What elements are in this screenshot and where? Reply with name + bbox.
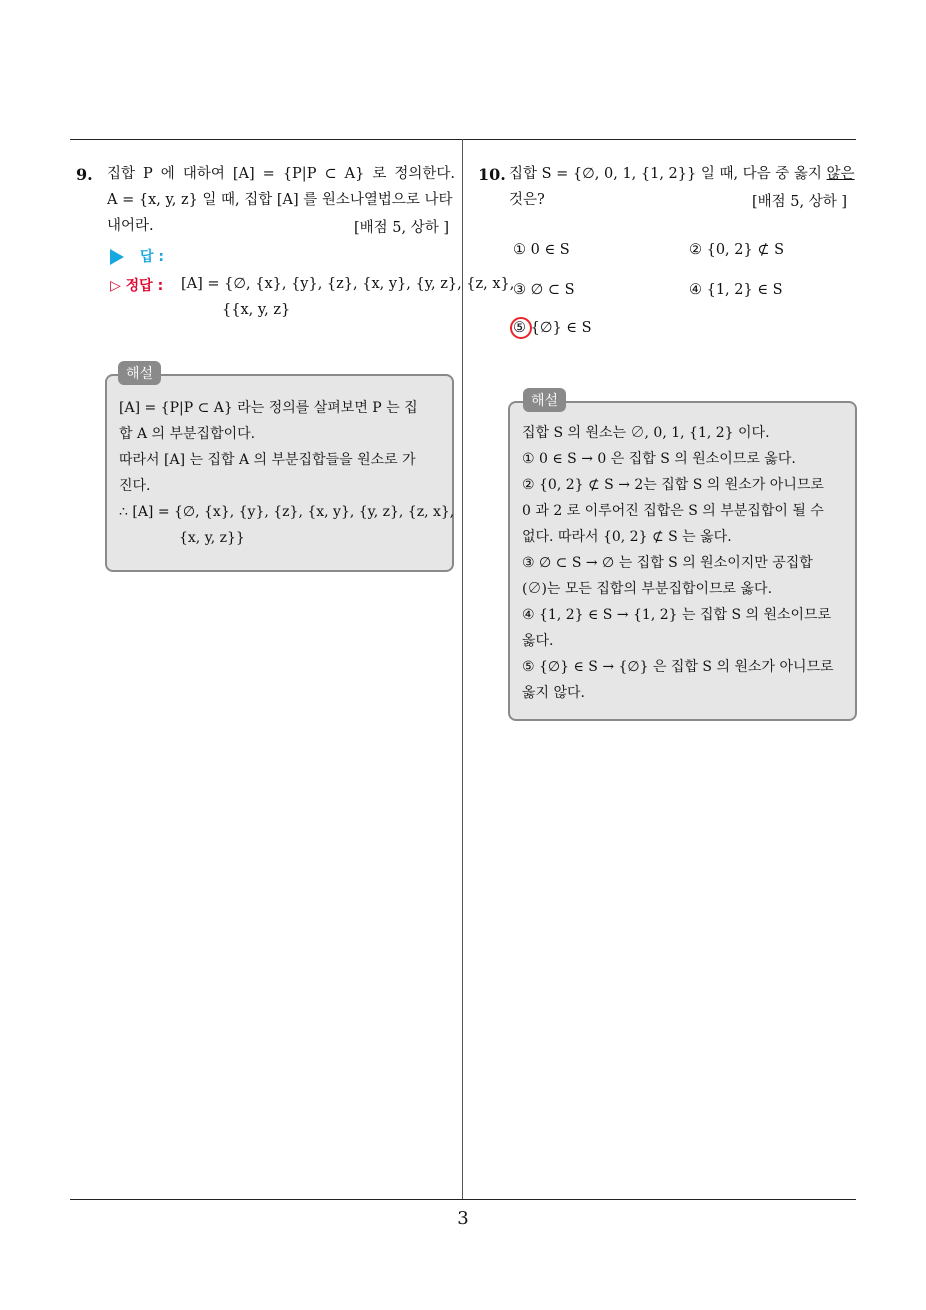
explanation-tag: 해설 bbox=[118, 361, 161, 385]
choice-5[interactable]: ⑤ {∅} ∈ S bbox=[513, 320, 592, 336]
top-rule bbox=[70, 139, 856, 140]
explanation-box bbox=[105, 374, 454, 572]
question-number: 10. bbox=[478, 165, 506, 184]
correct-answer-line: {{x, y, z} bbox=[222, 302, 291, 318]
explanation-line: ③ ∅ ⊂ S → ∅ 는 집합 S 의 원소이지만 공집합 bbox=[522, 555, 813, 571]
question-text-line bbox=[509, 164, 855, 184]
explanation-line: ② {0, 2} ⊄ S → 2는 집합 S 의 원소가 아니므로 bbox=[522, 477, 824, 493]
explanation-line: 따라서 [A] 는 집합 A 의 부분집합들을 원소로 가 bbox=[119, 452, 416, 468]
explanation-line: ① 0 ∈ S → 0 은 집합 S 의 원소이므로 옳다. bbox=[522, 451, 796, 467]
explanation-tag: 해설 bbox=[523, 388, 566, 412]
explanation-line: ④ {1, 2} ∈ S → {1, 2} 는 집합 S 의 원소이므로 bbox=[522, 607, 832, 623]
selected-answer-circle-icon bbox=[510, 317, 532, 339]
answer-label: 답 : bbox=[140, 249, 164, 265]
score-meta: [배점 5, 상하 ] bbox=[752, 194, 848, 210]
explanation-line: 진다. bbox=[119, 478, 151, 494]
underlined-keyword: 않은 bbox=[826, 166, 855, 182]
explanation-line: 합 A 의 부분집합이다. bbox=[119, 426, 256, 442]
explanation-line: 없다. 따라서 {0, 2} ⊄ S 는 옳다. bbox=[522, 529, 732, 545]
bottom-rule bbox=[70, 1199, 856, 1200]
choice-2[interactable]: ② {0, 2} ⊄ S bbox=[689, 242, 785, 258]
play-triangle-icon bbox=[110, 249, 124, 265]
question-text-line: 것은? bbox=[509, 192, 545, 208]
explanation-line: 옳다. bbox=[522, 633, 554, 649]
explanation-line: ∴ [A] = {∅, {x}, {y}, {z}, {x, y}, {y, z}, {z, x}, bbox=[119, 504, 455, 520]
question-text-line: 내어라. bbox=[107, 218, 154, 234]
correct-answer-label: ▷ 정답 : bbox=[110, 278, 164, 294]
explanation-line: [A] = {P|P ⊂ A} 라는 정의를 살펴보면 P 는 집 bbox=[119, 400, 418, 416]
column-divider bbox=[462, 139, 463, 1200]
explanation-line: 옳지 않다. bbox=[522, 685, 585, 701]
score-meta: [배점 5, 상하 ] bbox=[354, 220, 450, 236]
question-number: 9. bbox=[76, 165, 93, 184]
explanation-line: (∅)는 모든 집합의 부분집합이므로 옳다. bbox=[522, 581, 773, 597]
question-text: 집합 S = {∅, 0, 1, {1, 2}} 일 때, 다음 중 옳지 bbox=[509, 166, 827, 182]
explanation-line: {x, y, z}} bbox=[179, 530, 245, 546]
question-text-line: 집합 P 에 대하여 [A] = {P|P ⊂ A} 로 정의한다. bbox=[107, 166, 455, 182]
page-number: 3 bbox=[457, 1208, 469, 1229]
explanation-line: 집합 S 의 원소는 ∅, 0, 1, {1, 2} 이다. bbox=[522, 425, 770, 441]
choice-1[interactable]: ① 0 ∈ S bbox=[513, 242, 570, 258]
correct-answer-line: [A] = {∅, {x}, {y}, {z}, {x, y}, {y, z}, {z, x}, bbox=[181, 276, 515, 292]
choice-4[interactable]: ④ {1, 2} ∈ S bbox=[689, 282, 783, 298]
explanation-line: 0 과 2 로 이루어진 집합은 S 의 부분집합이 될 수 bbox=[522, 503, 824, 519]
choice-3[interactable]: ③ ∅ ⊂ S bbox=[513, 282, 575, 298]
question-text-line: A = {x, y, z} 일 때, 집합 [A] 를 원소나열법으로 나타 bbox=[107, 192, 453, 208]
explanation-line: ⑤ {∅} ∈ S → {∅} 은 집합 S 의 원소가 아니므로 bbox=[522, 659, 834, 675]
explanation-box bbox=[508, 401, 857, 721]
answer-header bbox=[110, 246, 164, 266]
